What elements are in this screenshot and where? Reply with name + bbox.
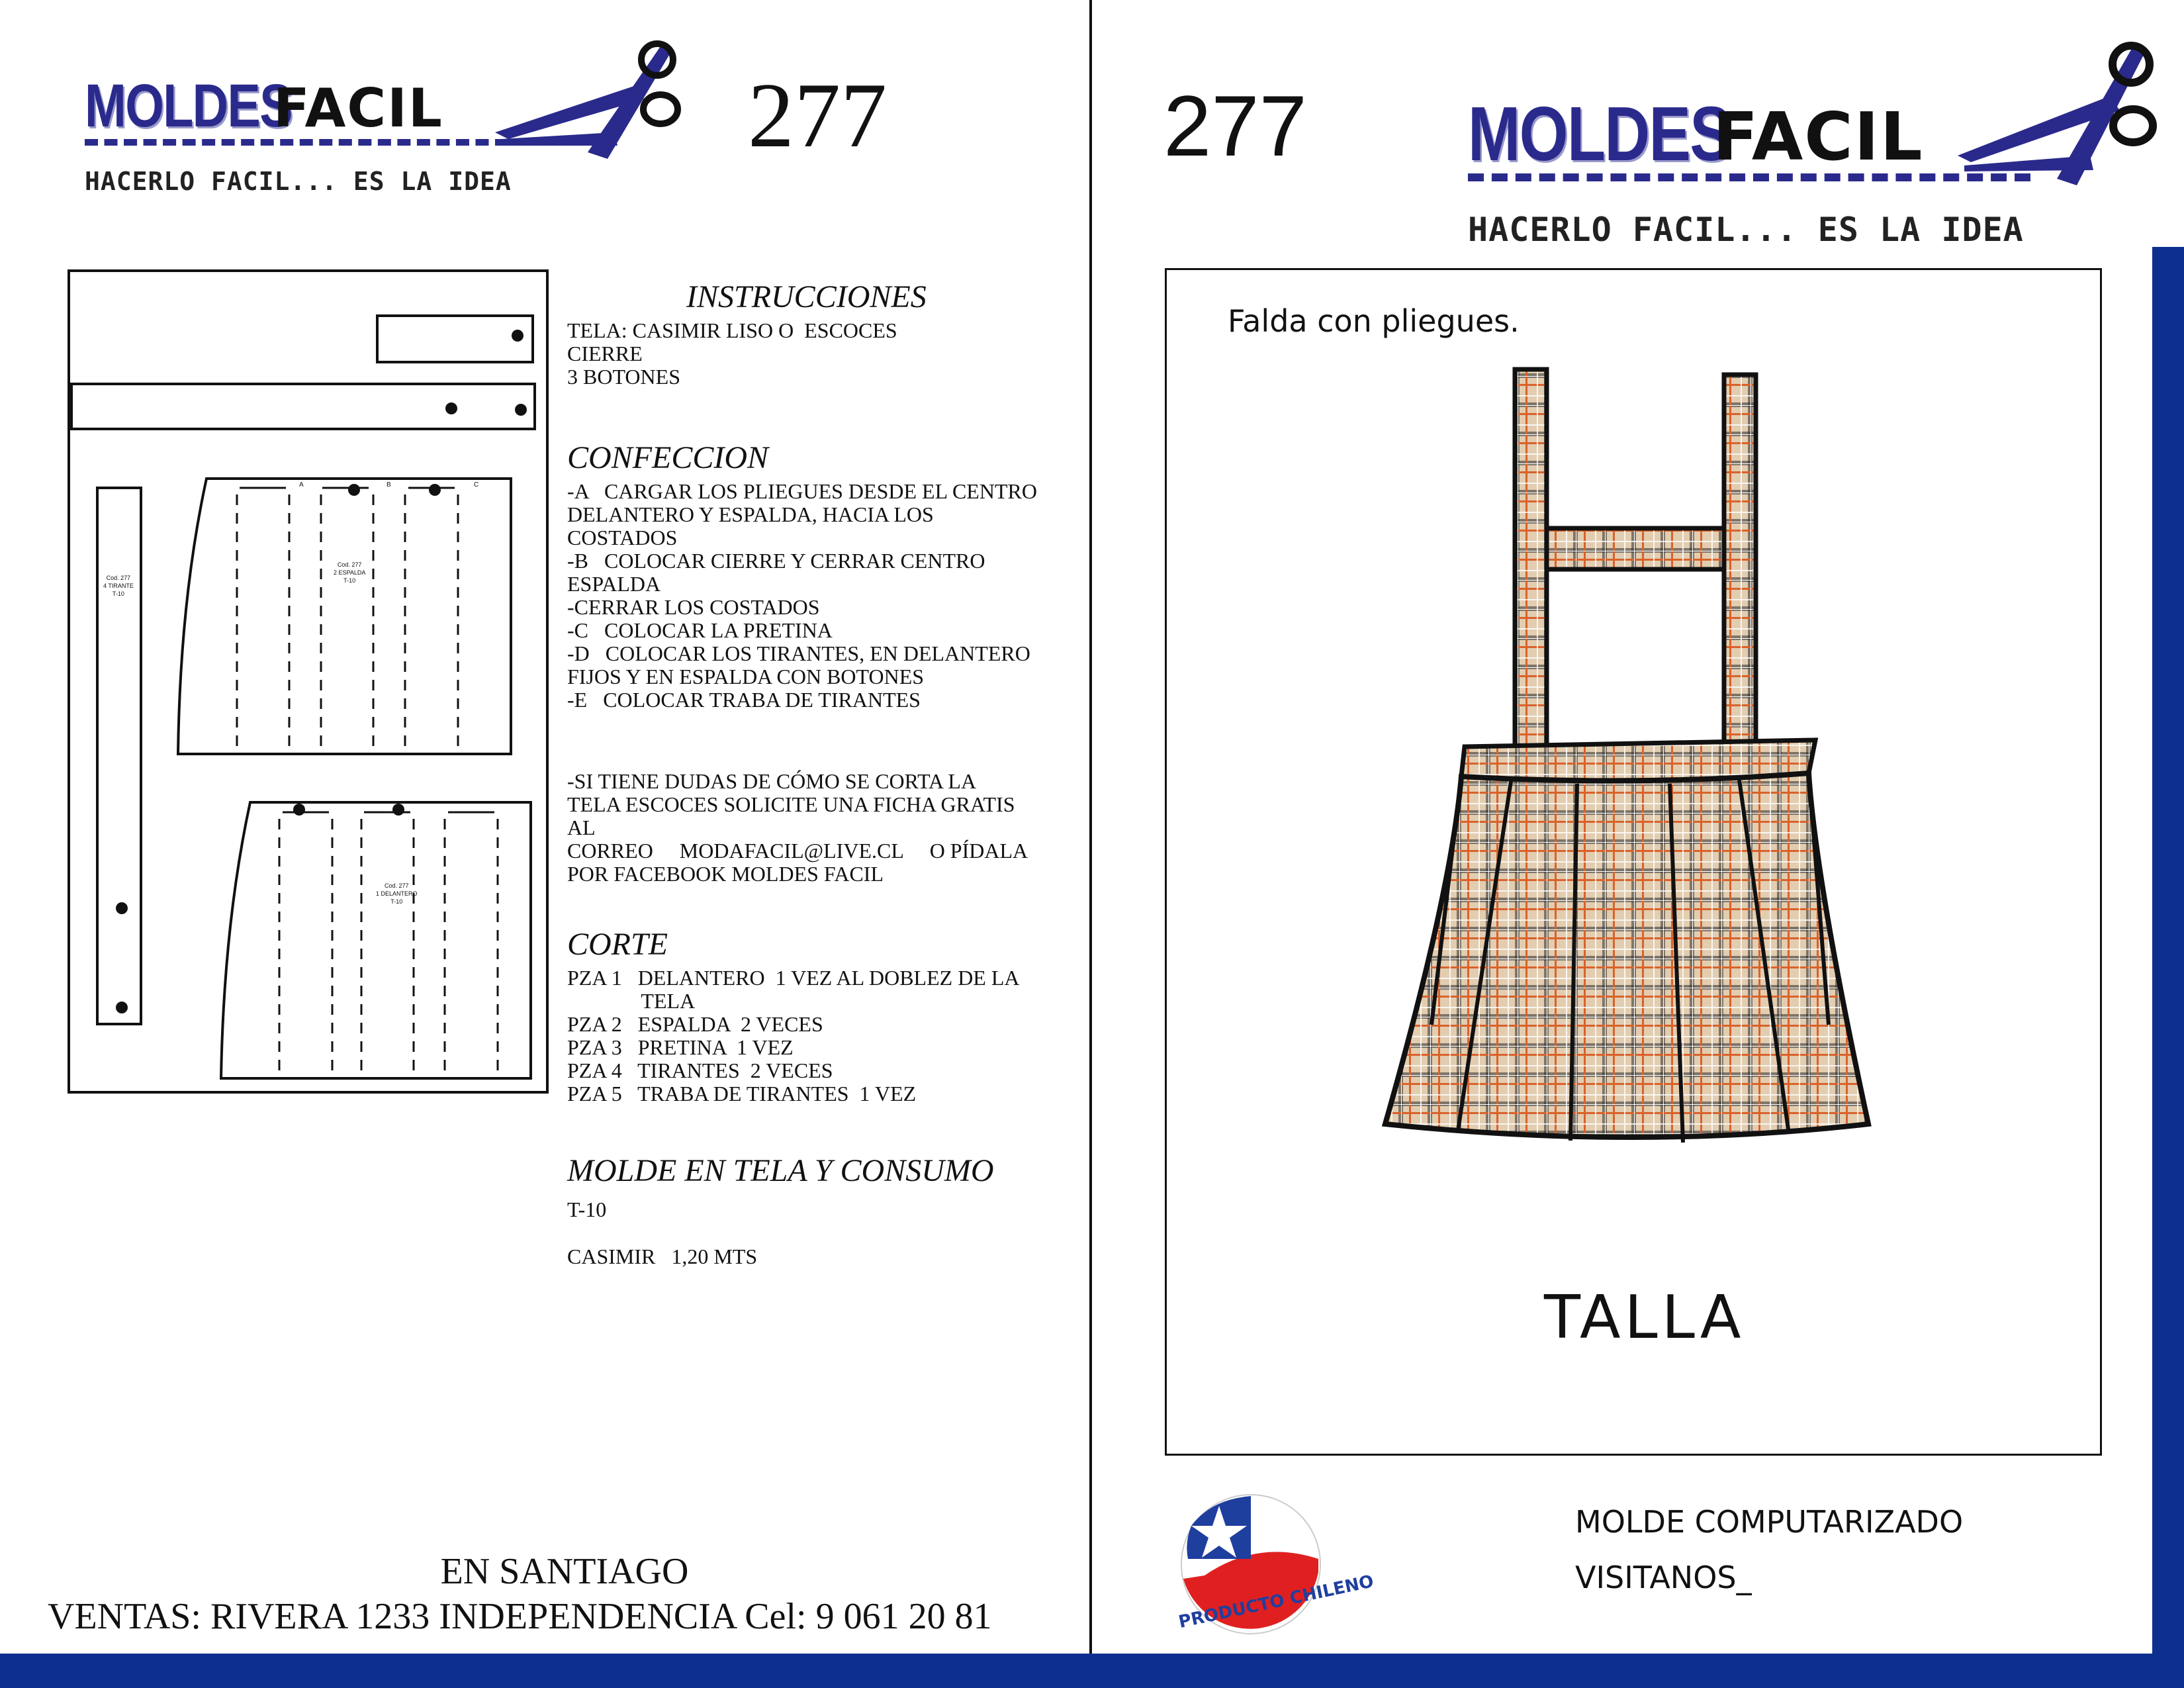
molde-talla: T-10 bbox=[567, 1197, 607, 1221]
molde-title: MOLDE EN TELA Y CONSUMO bbox=[567, 1153, 994, 1188]
logo-dashes bbox=[85, 139, 508, 146]
footer-city: EN SANTIAGO bbox=[440, 1551, 689, 1592]
illustration-frame bbox=[1165, 268, 2102, 1456]
notch-letter: A bbox=[299, 481, 304, 489]
logo-moldes-text: MOLDES bbox=[85, 72, 292, 140]
dudas-line: POR FACEBOOK MOLDES FACIL bbox=[567, 862, 884, 886]
piece-label-line: 4 TIRANTE bbox=[103, 583, 134, 589]
instrucciones-line: 3 BOTONES bbox=[567, 365, 680, 389]
instrucciones-title: INSTRUCCIONES bbox=[686, 279, 927, 314]
confeccion-line: FIJOS Y EN ESPALDA CON BOTONES bbox=[567, 665, 925, 688]
confeccion-line: -CERRAR LOS COSTADOS bbox=[567, 595, 820, 619]
piece-label-line: Cod. 277 bbox=[337, 561, 362, 568]
tagline-right: HACERLO FACIL... ES LA IDEA bbox=[1468, 211, 2024, 249]
instrucciones-section bbox=[567, 279, 1083, 389]
molde-consumo: CASIMIR 1,20 MTS bbox=[567, 1244, 758, 1268]
corte-line: TELA bbox=[567, 989, 696, 1013]
dudas-line: -SI TIENE DUDAS DE CÓMO SE CORTA LA bbox=[567, 769, 977, 793]
page-divider bbox=[1089, 0, 1092, 1655]
dudas-line: CORREO MODAFACIL@LIVE.CL O PÍDALA bbox=[567, 839, 1028, 863]
corte-line: PZA 4 TIRANTES 2 VECES bbox=[567, 1058, 833, 1082]
corte-section bbox=[567, 927, 1083, 1105]
scissors-icon bbox=[482, 33, 694, 165]
piece-label-front bbox=[376, 882, 418, 906]
confeccion-title: CONFECCION bbox=[567, 440, 769, 475]
confeccion-line: COSTADOS bbox=[567, 526, 678, 549]
dudas-line: AL bbox=[567, 816, 596, 839]
molde-section bbox=[567, 1153, 1083, 1268]
corte-line: PZA 1 DELANTERO 1 VEZ AL DOBLEZ DE LA bbox=[567, 966, 1020, 990]
tagline-left: HACERLO FACIL... ES LA IDEA bbox=[85, 167, 512, 196]
piece-label-line: 1 DELANTERO bbox=[376, 890, 418, 897]
confeccion-line: DELANTERO Y ESPALDA, HACIA LOS bbox=[567, 502, 934, 526]
talla-label: TALLA bbox=[1544, 1283, 1745, 1352]
scissors-icon bbox=[1944, 30, 2163, 189]
garment-description: Falda con pliegues. bbox=[1228, 303, 1520, 339]
molde-computarizado: MOLDE COMPUTARIZADO bbox=[1575, 1504, 1964, 1540]
brand-logo-left bbox=[85, 73, 627, 159]
confeccion-line: -D COLOCAR LOS TIRANTES, EN DELANTERO bbox=[567, 641, 1030, 665]
corte-line: PZA 2 ESPALDA 2 VECES bbox=[567, 1012, 823, 1036]
dudas-section bbox=[567, 770, 1083, 886]
pattern-number-right: 277 bbox=[1163, 77, 1307, 174]
right-blue-bar bbox=[2152, 247, 2184, 1657]
instrucciones-line: CIERRE bbox=[567, 342, 643, 365]
logo-facil-text: FACIL bbox=[1713, 98, 1924, 175]
piece-label-line: Cod. 277 bbox=[385, 882, 409, 889]
pattern-number-left: 277 bbox=[748, 64, 887, 167]
piece-label-line: 2 ESPALDA bbox=[334, 569, 366, 576]
footer-ventas: VENTAS: RIVERA 1233 INDEPENDENCIA Cel: 9 061 20 81 bbox=[48, 1596, 992, 1637]
notch-letter: C bbox=[474, 481, 479, 489]
piece-label-line: T-10 bbox=[112, 590, 124, 597]
confeccion-line: ESPALDA bbox=[567, 572, 661, 596]
corte-line: PZA 3 PRETINA 1 VEZ bbox=[567, 1035, 794, 1059]
skirt-illustration bbox=[1359, 363, 1901, 1250]
badge-text: PRODUCTO CHILENO bbox=[1177, 1571, 1376, 1632]
corte-title: CORTE bbox=[567, 927, 668, 962]
producto-chileno-badge bbox=[1165, 1486, 1376, 1638]
confeccion-section bbox=[567, 440, 1083, 712]
logo-moldes-text: MOLDES bbox=[1468, 91, 1731, 177]
piece-label-line: T-10 bbox=[343, 577, 356, 584]
bottom-blue-bar bbox=[0, 1654, 2184, 1688]
piece-label-line: T-10 bbox=[390, 898, 403, 905]
piece-label-back bbox=[334, 561, 365, 585]
brand-logo-right bbox=[1468, 93, 2156, 192]
piece-label-line: Cod. 277 bbox=[106, 575, 131, 581]
dudas-line: TELA ESCOCES SOLICITE UNA FICHA GRATIS bbox=[567, 792, 1015, 816]
confeccion-line: -E COLOCAR TRABA DE TIRANTES bbox=[567, 688, 921, 712]
piece-label-strap bbox=[103, 574, 134, 598]
corte-line: PZA 5 TRABA DE TIRANTES 1 VEZ bbox=[567, 1082, 917, 1105]
visitanos: VISITANOS_ bbox=[1575, 1560, 1752, 1595]
confeccion-line: -C COLOCAR LA PRETINA bbox=[567, 618, 833, 642]
notch-letter: B bbox=[387, 481, 391, 489]
confeccion-line: -B COLOCAR CIERRE Y CERRAR CENTRO bbox=[567, 549, 985, 573]
instrucciones-line: TELA: CASIMIR LISO O ESCOCES bbox=[567, 318, 897, 342]
confeccion-line: -A CARGAR LOS PLIEGUES DESDE EL CENTRO bbox=[567, 479, 1037, 503]
pattern-layout bbox=[68, 269, 549, 1094]
logo-facil-text: FACIL bbox=[273, 77, 443, 139]
